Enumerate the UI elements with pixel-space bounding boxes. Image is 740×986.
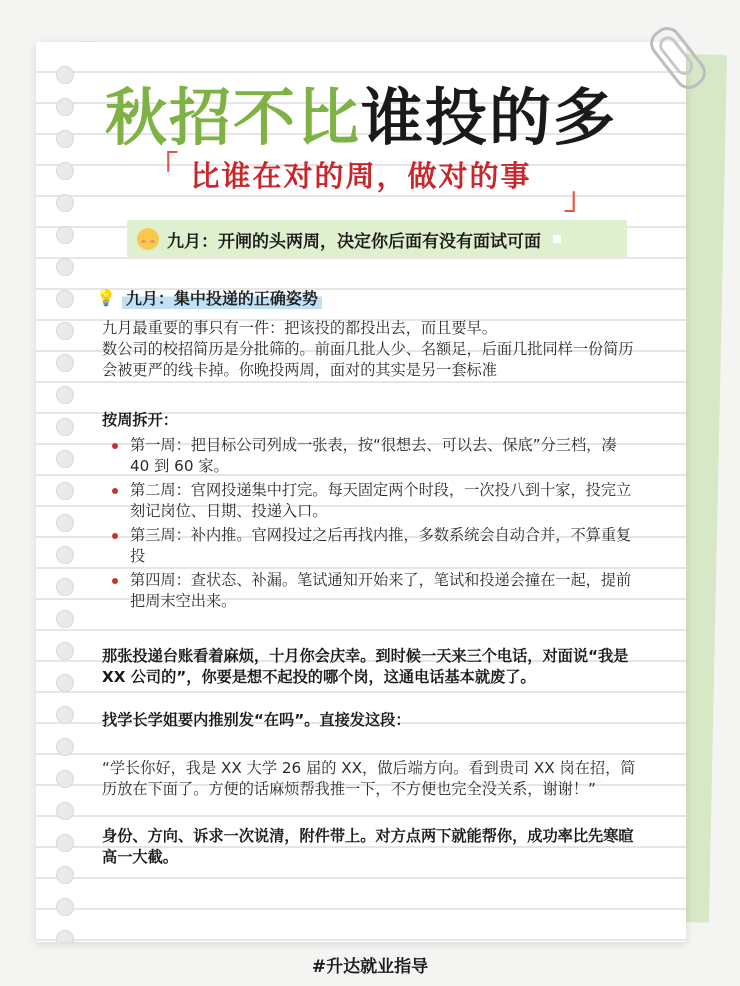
binder-hole <box>56 834 74 852</box>
closing-paragraph: 身份、方向、诉求一次说清，附件带上。对方点两下就能帮你，成功率比先寒暄高一大截。 <box>102 827 634 866</box>
list-item-week-2: 第二周：官网投递集中打完。每天固定两个时段，一次投八到十家，投完立刻记岗位、日期、投递入口。 <box>102 480 638 522</box>
section-heading-text: 九月：集中投递的正确姿势 <box>122 286 322 309</box>
referral-heading: 找学长学姐要内推别发“在吗”。直接发这段： <box>102 711 411 729</box>
binder-hole <box>56 930 74 942</box>
lightbulb-icon: 💡 <box>96 287 116 307</box>
left-corner-bracket: 「 <box>148 150 178 185</box>
binder-hole <box>56 610 74 628</box>
notebook-paper <box>36 42 686 942</box>
weekly-list <box>102 435 638 612</box>
binder-hole <box>56 482 74 500</box>
binder-hole <box>56 546 74 564</box>
banner-square-decoration <box>553 235 561 243</box>
intro-line: 九月最重要的事只有一件：把该投的都投出去，而且要早。 <box>102 319 497 337</box>
banner-text: 九月：开闸的头两周，决定你后面有没有面试可面 <box>167 231 541 252</box>
hashtag-footer: #升达就业指导 <box>311 957 429 977</box>
title-part-green: 秋招不比 <box>104 81 361 154</box>
list-item-week-3: 第三周：补内推。官网投过之后再找内推，多数系统会自动合并，不算重复投 <box>102 525 638 567</box>
binder-hole <box>56 578 74 596</box>
binder-hole <box>56 386 74 404</box>
ledger-paragraph: 那张投递台账看着麻烦，十月你会庆幸。到时候一天来三个电话，对面说“我是 XX 公司的”，你要是想不起投的哪个岗，这通电话基本就废了。 <box>102 647 629 686</box>
referral-quote: “学长你好，我是 XX 大学 26 届的 XX，做后端方向。看到贵司 XX 岗在招，简历放在下面了。方便的话麻烦帮我推一下，不方便也完全没关系，谢谢！” <box>102 759 636 798</box>
section-heading <box>96 284 322 310</box>
binder-hole <box>56 866 74 884</box>
month-banner <box>127 220 627 258</box>
binder-hole <box>56 898 74 916</box>
binder-hole <box>56 194 74 212</box>
list-item-week-1: 第一周：把目标公司列成一张表，按“很想去、可以去、保底”分三档，凑 40 到 60 家。 <box>102 435 638 477</box>
list-item-week-4: 第四周：查状态、补漏。笔试通知开始来了，笔试和投递会撞在一起，提前把周末空出来。 <box>102 570 638 612</box>
binder-hole <box>56 354 74 372</box>
smiling-face-icon <box>137 228 159 250</box>
right-corner-bracket: 」 <box>564 182 594 217</box>
page-title <box>36 80 686 156</box>
binder-hole <box>56 706 74 724</box>
binder-hole <box>56 322 74 340</box>
binder-hole <box>56 258 74 276</box>
intro-line: 数公司的校招简历是分批筛的。前面几批人少、名额足，后面几批同样一份简历会被更严的线卡掉。你晚投两周，面对的其实是另一套标准 <box>102 340 634 379</box>
binder-hole <box>56 738 74 756</box>
subtitle: 比谁在对的周，做对的事 <box>190 159 532 193</box>
binder-hole <box>56 418 74 436</box>
binder-holes <box>56 66 74 942</box>
binder-hole <box>56 802 74 820</box>
binder-hole <box>56 450 74 468</box>
weekly-plan <box>102 410 638 615</box>
binder-hole <box>56 770 74 788</box>
binder-hole <box>56 514 74 532</box>
binder-hole <box>56 674 74 692</box>
binder-hole <box>56 642 74 660</box>
intro-paragraph <box>102 318 638 381</box>
binder-hole <box>56 226 74 244</box>
title-part-dark: 谁投的多 <box>361 81 618 154</box>
binder-hole <box>56 290 74 308</box>
weekly-heading: 按周拆开： <box>102 411 178 429</box>
